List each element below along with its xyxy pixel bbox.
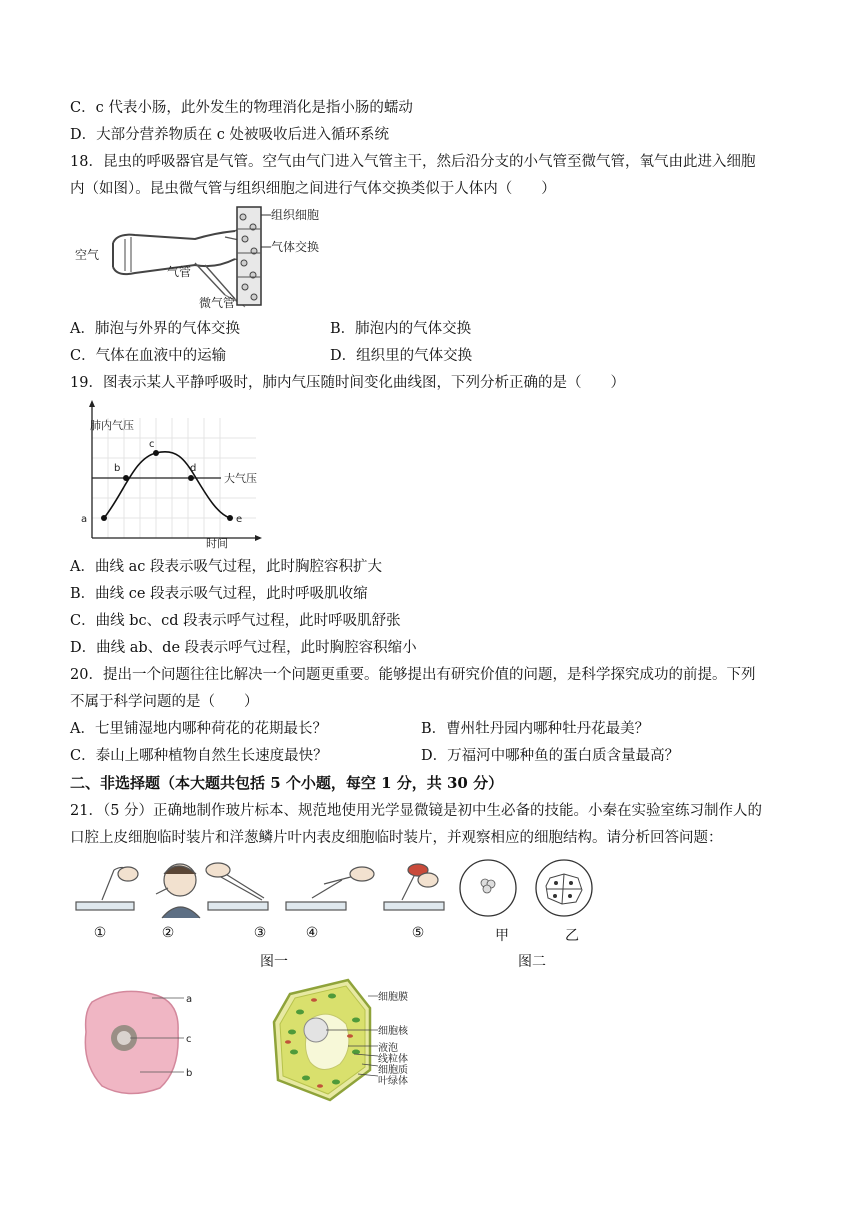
q20-stem-line2: 不属于科学问题的是（ ）	[70, 694, 259, 710]
label-tracheole: 微气管	[199, 296, 236, 310]
q17-option-c: C．c 代表小肠，此外发生的物理消化是指小肠的蠕动	[70, 100, 413, 116]
step-label-4: ④	[305, 925, 319, 941]
q21-stem-line1: 21．（5 分）正确地制作玻片标本、规范地使用光学显微镜是初中生必备的技能。小秦在实验室练习制作人的	[70, 803, 763, 819]
step-label-5: ⑤	[411, 925, 425, 941]
figure-2-caption: 图二	[518, 954, 546, 970]
q20-option-d: D．万福河中哪种鱼的蛋白质含量最高？	[421, 748, 680, 764]
microscope-fields-figure	[458, 856, 598, 926]
plant-label-cytoplasm: 细胞质	[378, 1065, 408, 1076]
graph-label-c: c	[149, 439, 155, 450]
q18-option-a: A．肺泡与外界的气体交换	[70, 321, 240, 337]
plant-label-nucleus: 细胞核	[378, 1026, 408, 1037]
plant-nucleus	[304, 1018, 328, 1042]
q18-option-c: C．气体在血液中的运输	[70, 348, 227, 364]
slide-procedure-figure	[72, 860, 472, 920]
q18-option-b: B．肺泡内的气体交换	[330, 321, 472, 337]
graph-ylabel: 肺内气压	[90, 419, 134, 432]
animal-label-c: c	[186, 1034, 192, 1045]
plant-label-chloroplast: 叶绿体	[378, 1076, 408, 1087]
q20-option-c: C．泰山上哪种植物自然生长速度最快？	[70, 748, 328, 764]
q20-option-b: B．曹州牡丹园内哪种牡丹花最美？	[421, 721, 650, 737]
q17-option-d: D．大部分营养物质在 c 处被吸收后进入循环系统	[70, 127, 389, 143]
lung-pressure-graph	[76, 398, 266, 550]
animal-label-b: b	[186, 1068, 193, 1079]
q20-option-a: A．七里铺湿地内哪种荷花的花期最长？	[70, 721, 327, 737]
field-label-jia: 甲	[495, 928, 509, 944]
step-label-2: ②	[161, 925, 175, 941]
animal-label-a: a	[186, 994, 193, 1005]
step-label-1: ①	[93, 925, 107, 941]
q19-option-d: D．曲线 ab、de 段表示呼气过程，此时胸腔容积缩小	[70, 640, 417, 656]
q20-stem-line1: 20．提出一个问题往往比解决一个问题更重要。能够提出有研究价值的问题，是科学探究成功的前提。下列	[70, 667, 756, 683]
plant-label-mitochondria: 线粒体	[378, 1054, 408, 1065]
field-label-yi: 乙	[565, 928, 579, 944]
point-e	[227, 515, 233, 521]
q21-stem-line2: 口腔上皮细胞临时装片和洋葱鳞片叶内表皮细胞临时装片，并观察相应的细胞结构。请分析回答问题：	[70, 830, 723, 846]
q19-stem: 19．图表示某人平静呼吸时，肺内气压随时间变化曲线图，下列分析正确的是（ ）	[70, 375, 625, 391]
point-b	[123, 475, 129, 481]
label-trachea: 气管	[167, 265, 192, 279]
section-heading: 二、非选择题（本大题共包括 5 个小题，每空 1 分，共 30 分）	[70, 774, 504, 792]
point-d	[188, 475, 194, 481]
graph-label-e: e	[236, 514, 243, 525]
graph-label-d: d	[190, 463, 197, 474]
q18-option-d: D．组织里的气体交换	[330, 348, 473, 364]
figure-1-caption: 图一	[260, 954, 288, 970]
point-a	[101, 515, 107, 521]
graph-ref-label: 大气压	[224, 472, 257, 485]
graph-xlabel: 时间	[206, 537, 228, 550]
q18-stem-line1: 18．昆虫的呼吸器官是气管。空气由气门进入气管主干，然后沿分支的小气管至微气管，氧气由此进入细胞	[70, 154, 756, 170]
plant-label-vacuole: 液泡	[378, 1043, 398, 1054]
label-gas-exchange: 气体交换	[271, 240, 320, 254]
point-c	[153, 450, 159, 456]
q18-stem-line2: 内（如图）。昆虫微气管与组织细胞之间进行气体交换类似于人体内（ ）	[70, 181, 556, 197]
plant-label-membrane: 细胞膜	[378, 992, 408, 1003]
label-air: 空气	[75, 248, 100, 262]
q19-option-a: A．曲线 ac 段表示吸气过程，此时胸腔容积扩大	[70, 559, 382, 575]
q19-option-c: C．曲线 bc、cd 段表示呼气过程，此时呼吸肌舒张	[70, 613, 401, 629]
graph-label-b: b	[114, 463, 121, 474]
q19-option-b: B．曲线 ce 段表示吸气过程，此时呼吸肌收缩	[70, 586, 368, 602]
graph-label-a: a	[81, 514, 88, 525]
label-tissue-cell: 组织细胞	[271, 208, 320, 222]
insect-trachea-figure	[75, 203, 335, 311]
animal-cell-figure	[80, 984, 210, 1099]
step-label-3: ③	[253, 925, 267, 941]
